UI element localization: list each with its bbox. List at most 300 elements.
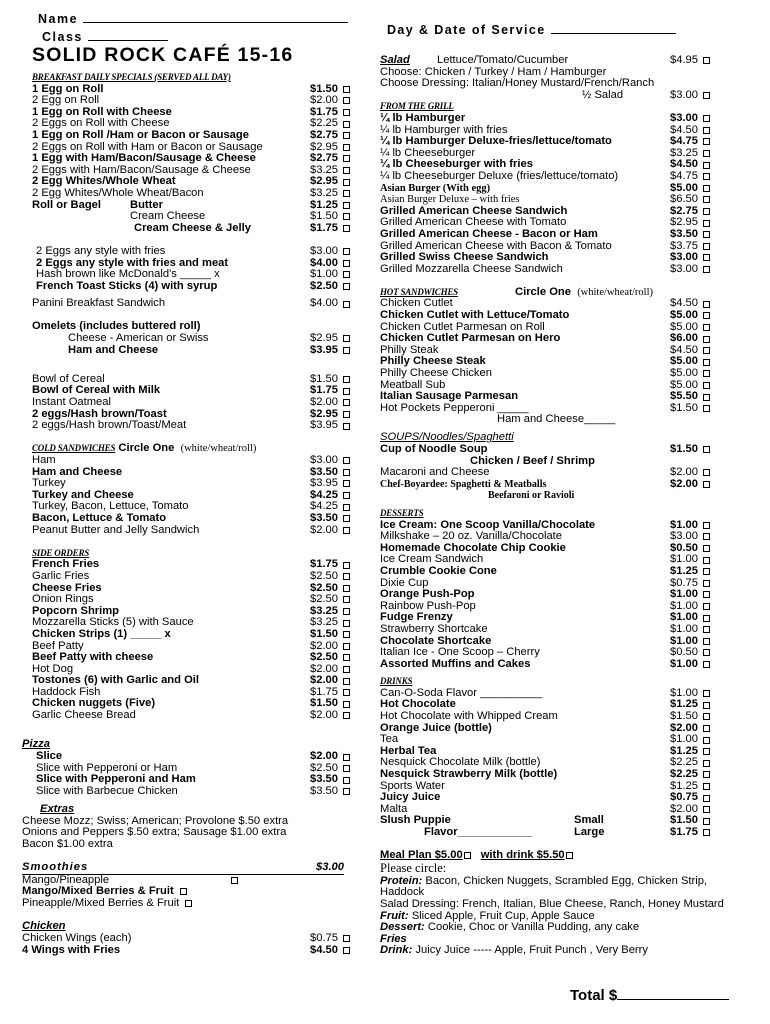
checkbox[interactable] xyxy=(343,179,350,186)
checkbox[interactable] xyxy=(703,591,710,598)
menu-item-row[interactable] xyxy=(380,298,710,310)
menu-item-price: $1.50 xyxy=(670,710,698,723)
checkbox[interactable] xyxy=(703,115,710,122)
checkbox[interactable] xyxy=(703,127,710,134)
checkbox[interactable] xyxy=(703,312,710,319)
menu-item-name: Philly Cheese Steak xyxy=(380,356,486,368)
checkbox[interactable] xyxy=(703,615,710,622)
menu-item-row[interactable] xyxy=(380,252,710,264)
checkbox[interactable] xyxy=(703,220,710,227)
checkbox[interactable] xyxy=(703,702,710,709)
cold-heading-text: COLD SANDWICHES xyxy=(32,443,116,454)
menu-item-price: $0.50 xyxy=(670,541,698,554)
checkbox[interactable] xyxy=(343,190,350,197)
please-circle: Please circle: xyxy=(380,860,447,875)
checkbox[interactable] xyxy=(703,771,710,778)
menu-item-row[interactable] xyxy=(380,345,710,357)
menu-item-row[interactable] xyxy=(68,333,350,345)
checkbox[interactable] xyxy=(703,324,710,331)
menu-item-price: $3.25 xyxy=(310,604,338,617)
menu-item-row[interactable] xyxy=(32,559,350,571)
menu-item-row[interactable] xyxy=(380,769,710,781)
checkbox[interactable] xyxy=(343,271,350,278)
menu-item-name: Italian Ice - One Scoop – Cherry xyxy=(380,647,540,659)
name-line[interactable] xyxy=(83,22,348,23)
checkbox[interactable] xyxy=(343,423,350,430)
menu-item-price: $2.95 xyxy=(310,332,338,345)
checkbox[interactable] xyxy=(703,783,710,790)
menu-item-name: 2 eggs/Hash brown/Toast xyxy=(32,408,167,420)
checkbox[interactable] xyxy=(343,457,350,464)
checkbox[interactable] xyxy=(343,155,350,162)
chef-boyardee-row[interactable] xyxy=(380,479,710,491)
checkbox[interactable] xyxy=(703,690,710,697)
menu-item-row[interactable] xyxy=(32,774,350,786)
menu-item-row[interactable] xyxy=(380,368,710,380)
menu-item-row[interactable] xyxy=(380,136,710,148)
checkbox[interactable] xyxy=(343,596,350,603)
checkbox[interactable] xyxy=(185,900,192,907)
checkbox[interactable] xyxy=(343,225,350,232)
menu-item-row[interactable] xyxy=(380,781,710,793)
checkbox[interactable] xyxy=(703,254,710,261)
menu-item-price: $2.00 xyxy=(310,396,338,409)
menu-item-price: $1.25 xyxy=(670,564,698,577)
menu-item-row[interactable] xyxy=(32,710,350,722)
checkbox[interactable] xyxy=(703,394,710,401)
drinks-heading: DRINKS xyxy=(380,676,413,687)
menu-item-row[interactable] xyxy=(380,322,710,334)
menu-item-row[interactable] xyxy=(380,624,710,636)
menu-item-row[interactable] xyxy=(32,606,350,618)
menu-item-row[interactable] xyxy=(22,945,350,957)
menu-item-name: 2 Egg Whites/Whole Wheat xyxy=(32,176,176,188)
menu-item-row[interactable] xyxy=(380,113,710,125)
menu-item-row[interactable] xyxy=(32,420,350,432)
menu-item-row[interactable] xyxy=(32,84,350,96)
menu-item-row[interactable] xyxy=(32,188,350,200)
checkbox[interactable] xyxy=(343,777,350,784)
menu-item-row[interactable] xyxy=(380,229,710,241)
menu-item-row[interactable] xyxy=(380,310,710,322)
checkbox[interactable] xyxy=(343,527,350,534)
side-orders-list xyxy=(32,559,350,721)
checkbox[interactable] xyxy=(703,760,710,767)
circle-one-label: Circle One xyxy=(118,442,175,455)
checkbox[interactable] xyxy=(703,661,710,668)
checkbox[interactable] xyxy=(703,533,710,540)
checkbox[interactable] xyxy=(703,208,710,215)
checkbox[interactable] xyxy=(343,411,350,418)
menu-item-price: $1.25 xyxy=(310,198,338,211)
checkbox[interactable] xyxy=(703,266,710,273)
checkbox[interactable] xyxy=(703,713,710,720)
menu-item-row[interactable] xyxy=(32,513,350,525)
checkbox[interactable] xyxy=(703,522,710,529)
cream-cheese-row[interactable] xyxy=(32,211,350,223)
salad-choose-dressing: Choose Dressing: Italian/Honey Mustard/French/Ranch xyxy=(380,77,655,90)
menu-item-name: Rainbow Push-Pop xyxy=(380,600,476,612)
checkbox[interactable] xyxy=(343,469,350,476)
menu-item-price: $3.00 xyxy=(670,251,698,264)
menu-item-row[interactable] xyxy=(380,380,710,392)
menu-item-row[interactable] xyxy=(32,501,350,513)
checkbox[interactable] xyxy=(703,806,710,813)
checkbox[interactable] xyxy=(343,248,350,255)
menu-item-row[interactable] xyxy=(380,804,710,816)
menu-item-name: 2 Eggs any style with fries and meat xyxy=(36,257,229,269)
menu-item-row[interactable] xyxy=(380,757,710,769)
menu-item-row[interactable] xyxy=(32,641,350,653)
menu-item-name: Grilled Swiss Cheese Sandwich xyxy=(380,252,549,264)
checkbox[interactable] xyxy=(343,202,350,209)
menu-item-name: ¼ lb Cheeseburger Deluxe (fries/lettuce/tomato) xyxy=(380,170,619,182)
checkbox[interactable] xyxy=(343,678,350,685)
chicken-list xyxy=(22,933,350,956)
menu-item-row[interactable] xyxy=(380,746,710,758)
checkbox[interactable] xyxy=(343,631,350,638)
menu-item-row[interactable] xyxy=(380,125,710,137)
smoothies-title: Smoothies xyxy=(22,862,89,873)
half-salad-row[interactable] xyxy=(380,90,710,102)
menu-item-name: Assorted Muffins and Cakes xyxy=(380,658,531,670)
checkbox[interactable] xyxy=(703,737,710,744)
menu-item-row[interactable] xyxy=(22,933,350,945)
menu-item-row[interactable] xyxy=(32,675,350,687)
menu-item-row[interactable] xyxy=(22,898,350,910)
menu-item-row[interactable] xyxy=(380,723,710,735)
checkbox[interactable] xyxy=(703,795,710,802)
checkbox[interactable] xyxy=(343,109,350,116)
menu-item-row[interactable] xyxy=(380,734,710,746)
checkbox[interactable] xyxy=(703,231,710,238)
menu-item-price: $1.00 xyxy=(670,553,698,566)
panini-row[interactable] xyxy=(32,298,350,310)
menu-item-row[interactable] xyxy=(32,490,350,502)
checkbox[interactable] xyxy=(343,121,350,128)
menu-item-row[interactable] xyxy=(380,217,710,229)
checkbox[interactable] xyxy=(343,144,350,151)
hot-pockets-ham-cheese[interactable] xyxy=(380,414,710,426)
menu-item-row[interactable] xyxy=(22,875,350,887)
menu-item-row[interactable] xyxy=(32,478,350,490)
menu-item-price: $1.25 xyxy=(670,779,698,792)
menu-item-price: $3.95 xyxy=(310,343,338,356)
menu-item-row[interactable] xyxy=(380,194,710,206)
menu-item-name: Hot Pockets Pepperoni _____ xyxy=(380,402,529,414)
menu-item-row[interactable] xyxy=(380,612,710,624)
menu-item-row[interactable] xyxy=(380,241,710,253)
checkbox[interactable] xyxy=(703,370,710,377)
service-date-line[interactable] xyxy=(551,33,676,34)
menu-item-name: Nesquick Chocolate Milk (bottle) xyxy=(380,757,541,769)
checkbox[interactable] xyxy=(343,643,350,650)
menu-item-row[interactable] xyxy=(36,281,350,293)
menu-item-row[interactable] xyxy=(32,751,350,763)
slush-small-row[interactable] xyxy=(380,815,710,827)
checkbox[interactable] xyxy=(703,405,710,412)
menu-item-name: Cream Cheese & Jelly xyxy=(134,222,251,234)
menu-item-price: $1.00 xyxy=(670,518,698,531)
checkbox[interactable] xyxy=(703,347,710,354)
menu-item-row[interactable] xyxy=(380,183,710,195)
checkbox[interactable] xyxy=(343,754,350,761)
salad-row[interactable] xyxy=(380,55,710,67)
menu-item-price: $2.50 xyxy=(310,761,338,774)
menu-item-name: Italian Sausage Parmesan xyxy=(380,391,519,403)
menu-item-row[interactable] xyxy=(380,391,710,403)
checkbox[interactable] xyxy=(343,585,350,592)
menu-item-row[interactable] xyxy=(380,659,710,671)
menu-item-price: $3.25 xyxy=(310,163,338,176)
menu-item-row[interactable] xyxy=(32,176,350,188)
checkbox[interactable] xyxy=(343,347,350,354)
checkbox[interactable] xyxy=(703,446,710,453)
checkbox[interactable] xyxy=(703,150,710,157)
checkbox[interactable] xyxy=(343,666,350,673)
menu-item-row[interactable] xyxy=(380,171,710,183)
checkbox[interactable] xyxy=(703,725,710,732)
mac-cheese-row[interactable] xyxy=(380,467,710,479)
cup-noodle-row[interactable] xyxy=(380,444,710,456)
menu-item-row[interactable] xyxy=(32,165,350,177)
class-field-label: Class xyxy=(42,32,168,44)
checkbox[interactable] xyxy=(703,649,710,656)
checkbox[interactable] xyxy=(703,481,710,488)
menu-item-price: $1.00 xyxy=(670,622,698,635)
checkbox[interactable] xyxy=(180,888,187,895)
checkbox[interactable] xyxy=(703,138,710,145)
menu-item-row[interactable] xyxy=(380,636,710,648)
menu-item-row[interactable] xyxy=(36,269,350,281)
checkbox[interactable] xyxy=(703,626,710,633)
bread-options: (white/wheat/roll) xyxy=(577,286,653,298)
menu-item-row[interactable] xyxy=(36,258,350,270)
menu-item-row[interactable] xyxy=(32,153,350,165)
menu-item-row[interactable] xyxy=(32,698,350,710)
checkbox[interactable] xyxy=(703,818,710,825)
checkbox[interactable] xyxy=(343,701,350,708)
checkbox[interactable] xyxy=(464,852,471,859)
menu-item-row[interactable] xyxy=(32,118,350,130)
checkbox[interactable] xyxy=(703,301,710,308)
menu-item-row[interactable] xyxy=(32,525,350,537)
menu-item-row[interactable] xyxy=(32,594,350,606)
menu-item-row[interactable] xyxy=(32,467,350,479)
menu-item-name: Bowl of Cereal with Milk xyxy=(32,385,161,397)
checkbox[interactable] xyxy=(343,97,350,104)
menu-item-row[interactable] xyxy=(32,571,350,583)
menu-item-row[interactable] xyxy=(32,130,350,142)
checkbox[interactable] xyxy=(343,260,350,267)
menu-item-row[interactable] xyxy=(380,543,710,555)
hot-sandwiches-heading xyxy=(380,287,710,299)
menu-item-row[interactable] xyxy=(32,786,350,798)
chef-boyardee-options xyxy=(380,490,710,502)
menu-item-price: $2.95 xyxy=(310,175,338,188)
checkbox[interactable] xyxy=(703,580,710,587)
menu-item-row[interactable] xyxy=(380,578,710,590)
menu-item-row[interactable] xyxy=(380,792,710,804)
checkbox[interactable] xyxy=(343,765,350,772)
checkbox[interactable] xyxy=(343,947,350,954)
menu-item-row[interactable] xyxy=(380,148,710,160)
menu-item-price: $1.00 xyxy=(670,657,698,670)
menu-item-name: Fudge Frenzy xyxy=(380,612,453,624)
checkbox[interactable] xyxy=(343,132,350,139)
menu-item-row[interactable] xyxy=(32,687,350,699)
menu-item-price: $1.00 xyxy=(670,611,698,624)
checkbox[interactable] xyxy=(343,504,350,511)
menu-item-row[interactable] xyxy=(68,345,350,357)
checkbox[interactable] xyxy=(703,545,710,552)
menu-item-row[interactable] xyxy=(32,617,350,629)
menu-item-price: $3.00 xyxy=(670,111,698,124)
checkbox[interactable] xyxy=(703,748,710,755)
menu-item-row[interactable] xyxy=(32,409,350,421)
menu-item-price: $2.00 xyxy=(670,466,698,479)
cream-cheese-jelly-row[interactable] xyxy=(32,223,350,235)
menu-item-price: $4.00 xyxy=(310,297,338,310)
checkbox[interactable] xyxy=(343,213,350,220)
menu-item-name: 2 Eggs on Roll with Ham or Bacon or Sausage xyxy=(32,141,263,153)
menu-item-name: ¼ lb Hamburger Deluxe-fries/lettuce/tomato xyxy=(380,136,612,148)
menu-item-row[interactable] xyxy=(22,886,350,898)
checkbox[interactable] xyxy=(343,935,350,942)
checkbox[interactable] xyxy=(343,573,350,580)
menu-item-row[interactable] xyxy=(380,699,710,711)
checkbox[interactable] xyxy=(343,689,350,696)
checkbox[interactable] xyxy=(343,712,350,719)
checkbox[interactable] xyxy=(703,196,710,203)
checkbox[interactable] xyxy=(703,243,710,250)
menu-item-row[interactable] xyxy=(32,664,350,676)
checkbox[interactable] xyxy=(703,336,710,343)
checkbox[interactable] xyxy=(566,852,573,859)
menu-item-name: Hot Dog xyxy=(32,663,74,675)
menu-item-price: $2.00 xyxy=(310,639,338,652)
checkbox[interactable] xyxy=(703,557,710,564)
checkbox[interactable] xyxy=(343,335,350,342)
checkbox[interactable] xyxy=(343,492,350,499)
checkbox[interactable] xyxy=(703,829,710,836)
checkbox[interactable] xyxy=(343,562,350,569)
menu-item-row[interactable] xyxy=(380,264,710,276)
menu-item-row[interactable] xyxy=(380,206,710,218)
menu-item-price: $3.50 xyxy=(670,227,698,240)
menu-item-row[interactable] xyxy=(32,374,350,386)
menu-item-price: $1.75 xyxy=(310,221,338,234)
menu-item-row[interactable] xyxy=(380,566,710,578)
checkbox[interactable] xyxy=(703,359,710,366)
menu-item-price: $3.00 xyxy=(310,454,338,466)
menu-item-price: $1.00 xyxy=(670,634,698,647)
checkbox[interactable] xyxy=(703,638,710,645)
menu-item-name: Strawberry Shortcake xyxy=(380,623,488,635)
checkbox[interactable] xyxy=(703,185,710,192)
total-line[interactable] xyxy=(617,999,729,1000)
slush-large-row[interactable] xyxy=(380,827,710,839)
menu-item-row[interactable] xyxy=(32,142,350,154)
menu-item-row[interactable] xyxy=(380,589,710,601)
butter-row[interactable] xyxy=(32,200,350,212)
menu-item-row[interactable] xyxy=(32,629,350,641)
checkbox[interactable] xyxy=(703,568,710,575)
menu-item-row[interactable] xyxy=(32,107,350,119)
checkbox[interactable] xyxy=(703,469,710,476)
menu-item-name: Slush Puppie xyxy=(380,815,451,827)
checkbox[interactable] xyxy=(703,92,710,99)
menu-item-row[interactable] xyxy=(32,455,350,467)
checkbox[interactable] xyxy=(703,57,710,64)
extras-line: Bacon $1.00 extra xyxy=(22,837,113,850)
checkbox[interactable] xyxy=(343,515,350,522)
menu-item-row[interactable] xyxy=(380,159,710,171)
menu-item-row[interactable] xyxy=(36,246,350,258)
menu-item-price: $1.00 xyxy=(670,686,698,699)
menu-item-row[interactable] xyxy=(380,333,710,345)
cold-sandwich-list xyxy=(32,455,350,536)
menu-item-name: Nesquick Strawberry Milk (bottle) xyxy=(380,769,558,781)
menu-item-row[interactable] xyxy=(32,397,350,409)
menu-item-name: Philly Cheese Chicken xyxy=(380,368,492,380)
menu-item-row[interactable] xyxy=(380,711,710,723)
menu-item-row[interactable] xyxy=(32,763,350,775)
checkbox[interactable] xyxy=(343,388,350,395)
menu-item-row[interactable] xyxy=(380,688,710,700)
menu-item-row[interactable] xyxy=(32,583,350,595)
menu-item-name: Instant Oatmeal xyxy=(32,397,111,409)
menu-item-price: $0.75 xyxy=(670,791,698,804)
checkbox[interactable] xyxy=(343,86,350,93)
class-line[interactable] xyxy=(88,40,168,41)
menu-item-price: $0.75 xyxy=(310,931,338,944)
menu-item-name: 4 Wings with Fries xyxy=(22,944,121,956)
menu-item-row[interactable] xyxy=(380,554,710,566)
menu-item-row[interactable] xyxy=(380,520,710,532)
name-field-label: Name xyxy=(38,14,348,26)
checkbox[interactable] xyxy=(343,620,350,627)
menu-item-price: $2.50 xyxy=(310,651,338,664)
menu-item-row[interactable] xyxy=(32,95,350,107)
checkbox[interactable] xyxy=(343,167,350,174)
menu-item-row[interactable] xyxy=(380,601,710,613)
checkbox[interactable] xyxy=(703,382,710,389)
checkbox[interactable] xyxy=(703,162,710,169)
checkbox[interactable] xyxy=(343,376,350,383)
menu-item-row[interactable] xyxy=(32,652,350,664)
dessert-options: Cookie, Choc or Vanilla Pudding, any cake xyxy=(424,921,640,934)
menu-item-name: Slice with Barbecue Chicken xyxy=(36,786,178,798)
checkbox[interactable] xyxy=(703,173,710,180)
checkbox[interactable] xyxy=(343,608,350,615)
menu-item-row[interactable] xyxy=(380,531,710,543)
menu-item-name: Hot Chocolate xyxy=(380,699,456,711)
checkbox[interactable] xyxy=(343,301,350,308)
checkbox[interactable] xyxy=(343,480,350,487)
menu-item-name: Hash brown like McDonald's _____ x xyxy=(36,269,220,281)
menu-item-name: Bowl of Cereal xyxy=(32,373,105,385)
checkbox[interactable] xyxy=(703,603,710,610)
checkbox[interactable] xyxy=(343,788,350,795)
menu-item-row[interactable] xyxy=(32,385,350,397)
menu-item-row[interactable] xyxy=(380,647,710,659)
checkbox[interactable] xyxy=(343,399,350,406)
checkbox[interactable] xyxy=(343,654,350,661)
menu-item-row[interactable] xyxy=(380,356,710,368)
checkbox[interactable] xyxy=(231,877,238,884)
checkbox[interactable] xyxy=(343,283,350,290)
